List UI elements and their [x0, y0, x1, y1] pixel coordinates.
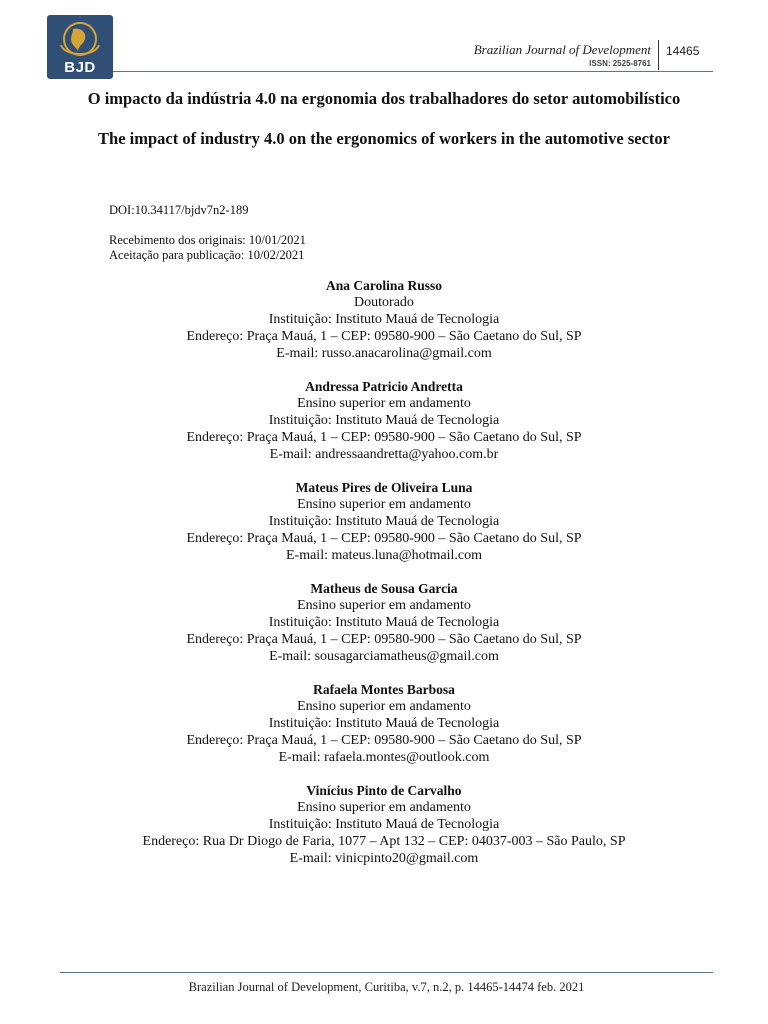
logo-text: BJD	[64, 59, 96, 76]
author-degree: Ensino superior em andamento	[297, 699, 471, 714]
author-list	[60, 277, 708, 883]
author-address: Endereço: Praça Mauá, 1 – CEP: 09580-900 – São Caetano do Sul, SP	[186, 632, 582, 647]
journal-name: Brazilian Journal of Development	[473, 42, 651, 57]
title-portuguese: O impacto da indústria 4.0 na ergonomia dos trabalhadores do setor automobilístico	[87, 89, 681, 108]
author-block	[60, 378, 708, 463]
header-separator	[658, 40, 659, 70]
header-rule	[113, 71, 713, 72]
author-degree: Ensino superior em andamento	[297, 800, 471, 815]
author-email: E-mail: sousagarciamatheus@gmail.com	[269, 649, 499, 664]
author-email: E-mail: russo.anacarolina@gmail.com	[276, 346, 492, 361]
doi: DOI:10.34117/bjdv7n2-189	[109, 203, 249, 217]
author-institution: Instituição: Instituto Mauá de Tecnologia	[268, 615, 500, 630]
author-institution: Instituição: Instituto Mauá de Tecnologia	[268, 312, 500, 327]
author-email: E-mail: andressaandretta@yahoo.com.br	[269, 447, 499, 462]
author-name: Ana Carolina Russo	[325, 278, 443, 293]
author-address: Endereço: Rua Dr Diogo de Faria, 1077 – Apt 132 – CEP: 04037-003 – São Paulo, SP	[142, 834, 626, 849]
issn: ISSN: 2525-8761	[589, 59, 651, 68]
author-degree: Ensino superior em andamento	[297, 396, 471, 411]
author-block	[60, 681, 708, 766]
author-email: E-mail: vinicpinto20@gmail.com	[289, 851, 479, 866]
author-email: E-mail: rafaela.montes@outlook.com	[278, 750, 490, 765]
author-name: Vinícius Pinto de Carvalho	[306, 783, 462, 798]
author-block	[60, 479, 708, 564]
author-name: Mateus Pires de Oliveira Luna	[295, 480, 473, 495]
footer-citation: Brazilian Journal of Development, Curitiba, v.7, n.2, p. 14465-14474 feb. 2021	[188, 980, 585, 994]
author-block	[60, 782, 708, 867]
author-degree: Ensino superior em andamento	[297, 497, 471, 512]
author-degree: Ensino superior em andamento	[297, 598, 471, 613]
author-block	[60, 580, 708, 665]
footer-rule	[60, 972, 713, 973]
author-institution: Instituição: Instituto Mauá de Tecnologia	[268, 817, 500, 832]
author-name: Andressa Patricio Andretta	[305, 379, 463, 394]
author-name: Rafaela Montes Barbosa	[313, 682, 455, 697]
author-address: Endereço: Praça Mauá, 1 – CEP: 09580-900 – São Caetano do Sul, SP	[186, 531, 582, 546]
title-english: The impact of industry 4.0 on the ergonomics of workers in the automotive sector	[98, 129, 670, 148]
submission-dates	[109, 233, 306, 263]
author-degree: Doutorado	[354, 295, 414, 310]
author-address: Endereço: Praça Mauá, 1 – CEP: 09580-900 – São Caetano do Sul, SP	[186, 733, 582, 748]
author-institution: Instituição: Instituto Mauá de Tecnologia	[268, 413, 500, 428]
received-date: Recebimento dos originais: 10/01/2021	[109, 233, 306, 247]
author-name: Matheus de Sousa Garcia	[310, 581, 458, 596]
author-institution: Instituição: Instituto Mauá de Tecnologia	[268, 514, 500, 529]
author-block	[60, 277, 708, 362]
author-address: Endereço: Praça Mauá, 1 – CEP: 09580-900 – São Caetano do Sul, SP	[186, 329, 582, 344]
accepted-date: Aceitação para publicação: 10/02/2021	[109, 248, 305, 262]
page-number: 14465	[666, 44, 700, 58]
author-email: E-mail: mateus.luna@hotmail.com	[285, 548, 482, 563]
titles	[60, 88, 708, 149]
journal-logo	[47, 15, 113, 79]
page-header	[0, 0, 768, 80]
author-address: Endereço: Praça Mauá, 1 – CEP: 09580-900 – São Caetano do Sul, SP	[186, 430, 582, 445]
author-institution: Instituição: Instituto Mauá de Tecnologia	[268, 716, 500, 731]
